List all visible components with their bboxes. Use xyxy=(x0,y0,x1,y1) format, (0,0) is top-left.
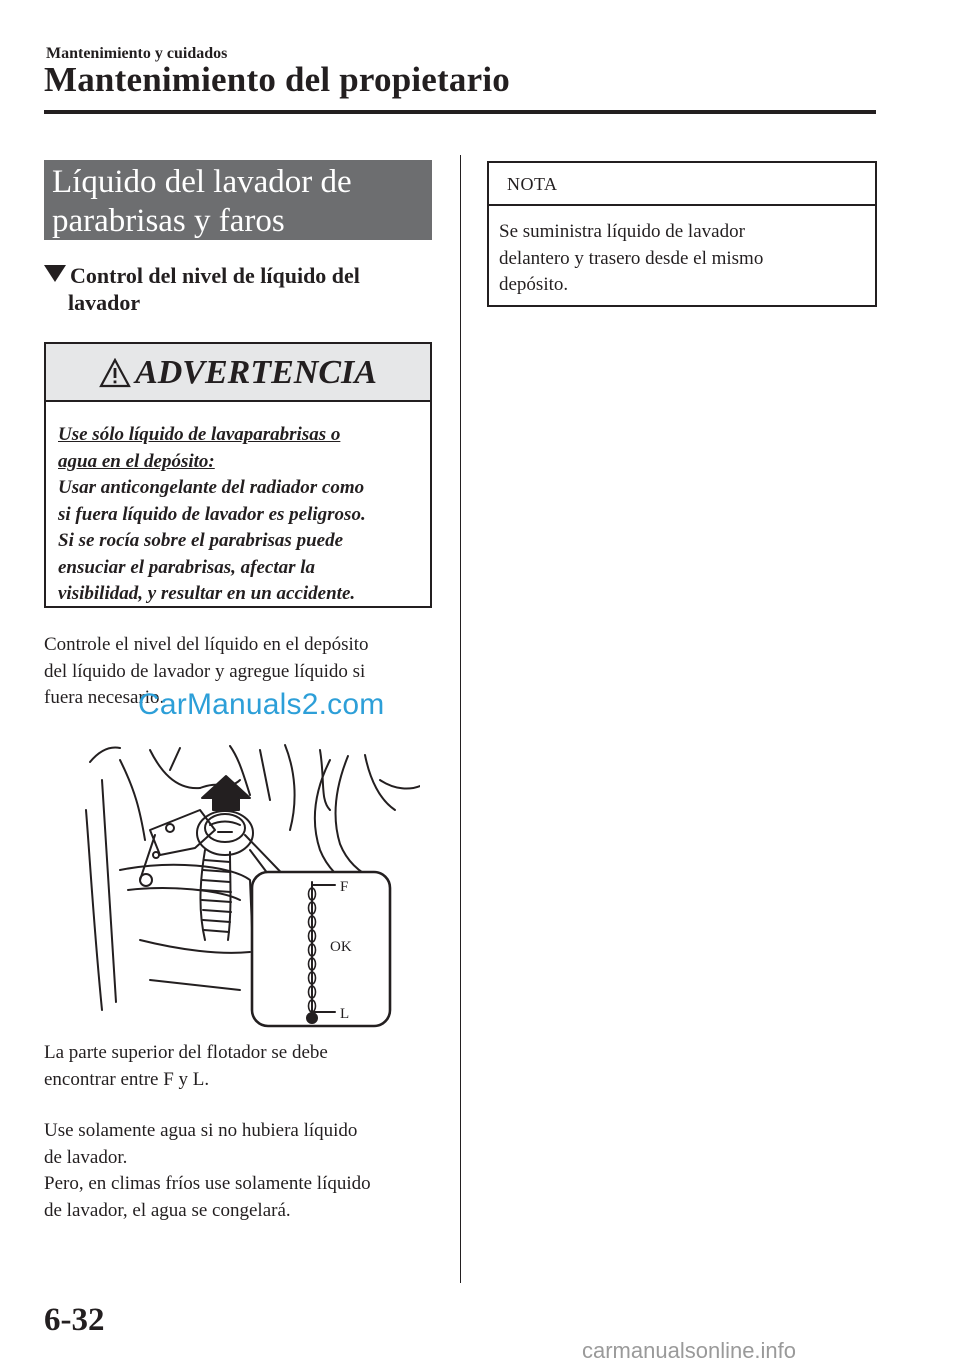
washer-reservoir-illustration xyxy=(80,740,420,1030)
column-divider xyxy=(460,155,461,1283)
paragraph-line: encontrar entre F y L. xyxy=(44,1068,210,1090)
warning-line: Usar anticongelante del radiador como xyxy=(58,477,365,498)
warning-title: ADVERTENCIA xyxy=(135,354,377,391)
label-f: F xyxy=(340,879,349,895)
note-line: delantero y trasero desde el mismo xyxy=(499,247,764,269)
label-l: L xyxy=(340,1006,350,1022)
paragraph-line: Use solamente agua si no hubiera líquido xyxy=(44,1120,358,1141)
footer-url: carmanualsonline.info xyxy=(582,1338,797,1363)
section-label: Mantenimiento y cuidados xyxy=(46,45,228,62)
paragraph-line: de lavador. xyxy=(44,1146,128,1168)
subsection-heading-line2: lavador xyxy=(68,290,141,315)
paragraph-line: Pero, en climas fríos use solamente líquido xyxy=(44,1173,371,1194)
section-heading xyxy=(44,160,432,240)
note-title: NOTA xyxy=(489,163,875,206)
section-heading-line2: parabrisas y faros xyxy=(52,203,285,239)
warning-header xyxy=(46,344,430,402)
section-heading-line1: Líquido del lavador de xyxy=(52,164,352,200)
subsection-heading-line1: Control del nivel de líquido del xyxy=(70,263,360,288)
subsection-heading xyxy=(44,262,444,316)
paragraph-water-usage xyxy=(44,1118,444,1224)
paragraph-line: La parte superior del flotador se debe xyxy=(44,1042,328,1063)
triangle-bullet-icon xyxy=(44,265,66,282)
label-ok: OK xyxy=(330,939,352,955)
page-title: Mantenimiento del propietario xyxy=(44,60,510,99)
warning-line: agua en el depósito: xyxy=(58,450,215,472)
warning-triangle-icon xyxy=(99,358,131,388)
page-number: 6-32 xyxy=(44,1302,105,1338)
warning-line: Use sólo líquido de lavaparabrisas o xyxy=(58,424,341,445)
note-box xyxy=(487,161,877,307)
warning-line: Si se rocía sobre el parabrisas puede xyxy=(58,530,343,551)
warning-text xyxy=(58,422,428,608)
warning-line: visibilidad, y resultar en un accidente. xyxy=(58,583,356,604)
warning-box xyxy=(44,342,432,608)
paragraph-line: fuera necesario. xyxy=(44,687,165,708)
note-line: depósito. xyxy=(499,274,569,295)
note-text xyxy=(499,219,869,299)
paragraph-float-level xyxy=(44,1040,444,1093)
warning-line: si fuera líquido de lavador es peligroso. xyxy=(58,503,366,525)
paragraph-line: del líquido de lavador y agregue líquido si xyxy=(44,660,366,682)
watermark: CarManuals2.com xyxy=(138,688,385,721)
note-line: Se suministra líquido de lavador xyxy=(499,221,745,242)
paragraph-line: de lavador, el agua se congelará. xyxy=(44,1199,291,1221)
header-rule xyxy=(44,110,876,114)
paragraph-line: Controle el nivel del líquido en el depósito xyxy=(44,634,369,655)
warning-line: ensuciar el parabrisas, afectar la xyxy=(58,556,316,578)
